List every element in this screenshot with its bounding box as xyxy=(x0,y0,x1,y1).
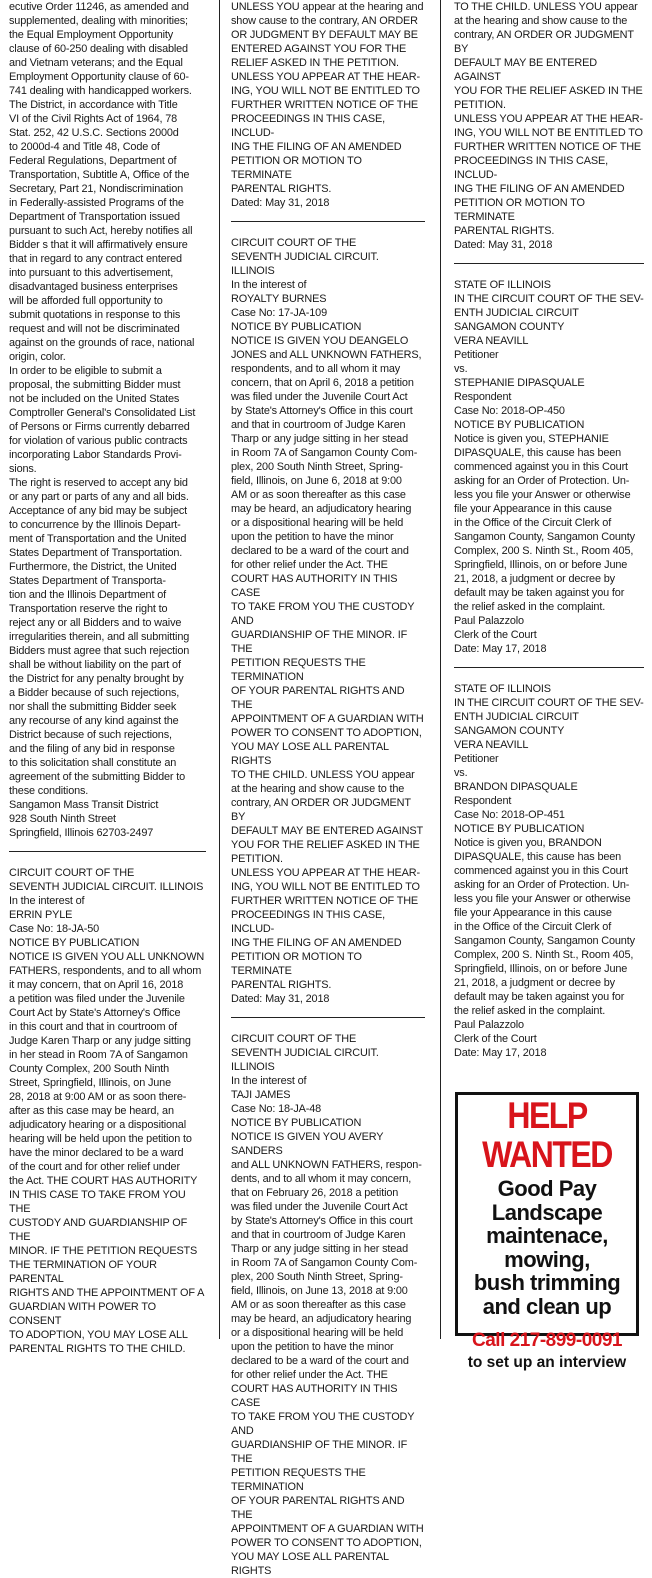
column-2 xyxy=(231,0,425,1577)
notice-continuation: UNLESS YOU appear at the hearing and show cause to the contrary, AN ORDER OR JUDGMENT BY DEFAULT MAY BE ENTERED AGAINST YOU FOR THE RELIEF ASKED IN THE PETITION. UNLESS YOU APPEAR AT THE HEAR- ING, YOU WILL NOT BE ENTITLED TO FURTHER WRITTEN NOTICE OF THE PROCEEDINGS IN THIS CASE, INCLUD- ING THE FILING OF AN AMENDED PETITION OR MOTION TO TERMINATE PARENTAL RIGHTS. Dated: May 31, 2018 xyxy=(231,1,424,209)
column-divider xyxy=(440,0,441,1339)
notice-separator xyxy=(454,667,644,668)
notice-separator xyxy=(9,851,206,852)
notice-separator xyxy=(231,1017,425,1018)
help-wanted-phone: Call 217-899-0091 xyxy=(472,1330,622,1351)
stephanie-dipasquale-notice: STATE OF ILLINOIS IN THE CIRCUIT COURT OF THE SEV- ENTH JUDICIAL CIRCUIT SANGAMON COUNTY VERA NEAVILL Petitioner vs. STEPHANIE DIPASQUALE Respondent Case No: 2018-OP-450 NOTICE BY PUBLICATION Notice is given you, STEPHANIE DIPASQUALE, this cause has been commenced against you in this Court asking for an Order of Protection. Un- less you file your Answer or otherwise file your Appearance in this cause in the Office of the Circuit Clerk of Sangamon County, Sangamon County Complex, 200 S. Ninth St., Room 405, Springfield, Illinois, on or before June 21, 2018, a judgment or decree by default may be taken against you for the relief asked in the complaint. Paul Palazzolo Clerk of the Court Date: May 17, 2018 xyxy=(454,279,644,655)
brandon-dipasquale-notice: STATE OF ILLINOIS IN THE CIRCUIT COURT OF THE SEV- ENTH JUDICIAL CIRCUIT SANGAMON COUNTY VERA NEAVILL Petitioner vs. BRANDON DIPASQUALE Respondent Case No: 2018-OP-451 NOTICE BY PUBLICATION Notice is given you, BRANDON DIPASQUALE, this cause has been commenced against you in this Court asking for an Order of Protection. Un- less you file your Answer or otherwise file your Appearance in this cause in the Office of the Circuit Clerk of Sangamon County, Sangamon County Complex, 200 S. Ninth St., Room 405, Springfield, Illinois, on or before June 21, 2018, a judgment or decree by default may be taken against you for the relief asked in the complaint. Paul Palazzolo Clerk of the Court Date: May 17, 2018 xyxy=(454,683,644,1059)
taji-james-court-notice: CIRCUIT COURT OF THE SEVENTH JUDICIAL CIRCUIT. ILLINOIS In the interest of TAJI JAMES Case No: 18-JA-48 NOTICE BY PUBLICATION NOTICE IS GIVEN YOU AVERY SANDERS and ALL UNKNOWN FATHERS, respon- dents, and to all whom it may concern, that on February 26, 2018 a petition was filed under the Juvenile Court Act by State's Attorney's Office in this court and that in courtroom of Judge Karen Tharp or any judge sitting in her stead in Room 7A of Sangamon County Com- plex, 200 South Ninth Street, Spring- field, Illinois, on June 13, 2018 at 9:00 AM or as soon thereafter as this case may be heard, an adjudicatory hearing or a dispositional hearing will be held upon the petition to have the minor declared to be a ward of the court and for other relief under the Act. THE COURT HAS AUTHORITY IN THIS CASE TO TAKE FROM YOU THE CUSTODY AND GUARDIANSHIP OF THE MINOR. IF THE PETITION REQUESTS THE TERMINATION OF YOUR PARENTAL RIGHTS AND THE APPOINTMENT OF A GUARDIAN WITH POWER TO CONSENT TO ADOPTION, YOU MAY LOSE ALL PARENTAL RIGHTS xyxy=(231,1033,424,1577)
notice-separator xyxy=(231,221,425,222)
errin-pyle-court-notice: CIRCUIT COURT OF THE SEVENTH JUDICIAL CIRCUIT. ILLINOIS In the interest of ERRIN PYLE Case No: 18-JA-50 NOTICE BY PUBLICATION NOTICE IS GIVEN YOU ALL UNKNOWN FATHERS, respondents, and to all whom it may concern, that on April 16, 2018 a petition was filed under the Juvenile Court Act by State's Attorney's Office in this court and that in courtroom of Judge Karen Tharp or any judge sitting in her stead in Room 7A of Sangamon County Complex, 200 South Ninth Street, Springfield, Illinois, on June 28, 2018 at 9:00 AM or as soon there- after as this case may be heard, an adjudicatory hearing or a dispositional hearing will be held upon the petition to have the minor declared to be a ward of the court and for other relief under the Act. THE COURT HAS AUTHORITY IN THIS CASE TO TAKE FROM YOU THE CUSTODY AND GUARDIANSHIP OF THE MINOR. IF THE PETITION REQUESTS THE TERMINATION OF YOUR PARENTAL RIGHTS AND THE APPOINTMENT OF A GUARDIAN WITH POWER TO CONSENT TO ADOPTION, YOU MAY LOSE ALL PARENTAL RIGHTS TO THE CHILD. xyxy=(9,867,205,1355)
notice-separator xyxy=(454,263,644,264)
help-wanted-ad xyxy=(455,1092,639,1371)
column-1 xyxy=(9,0,206,1355)
column-divider xyxy=(219,0,220,1339)
taji-james-notice-continuation: TO THE CHILD. UNLESS YOU appear at the hearing and show cause to the contrary, AN ORDER OR JUDGMENT BY DEFAULT MAY BE ENTERED AGAINST YOU FOR THE RELIEF ASKED IN THE PETITION. UNLESS YOU APPEAR AT THE HEAR- ING, YOU WILL NOT BE ENTITLED TO FURTHER WRITTEN NOTICE OF THE PROCEEDINGS IN THIS CASE, INCLUD- ING THE FILING OF AN AMENDED PETITION OR MOTION TO TERMINATE PARENTAL RIGHTS. Dated: May 31, 2018 xyxy=(454,1,643,251)
help-wanted-cta: to set up an interview xyxy=(467,1354,627,1371)
help-wanted-body: Good Pay Landscape maintenace, mowing, bush trimming and clean up xyxy=(473,1176,621,1319)
transit-district-bid-notice: ecutive Order 11246, as amended and supplemented, dealing with minorities; the Equal Employment Opportunity clause of 60-250 dealing with disabled and Vietnam veterans; and the Equal Employment Opportunity clause of 60- 741 dealing with handicapped workers. The District, in accordance with Title VI of the Civil Rights Act of 1964, 78 Stat. 252, 42 U.S.C. Sections 2000d to 2000d-4 and Title 48, Code of Federal Regulations, Department of Transportation, Subtitle A, Office of the Secretary, Part 21, Nondiscrimination in Federally-assisted Programs of the Department of Transportation issued pursuant to such Act, hereby notifies all Bidder s that it will affirmatively ensure that in regard to any contract entered into pursuant to this advertisement, disadvantaged business enterprises will be afforded full opportunity to submit quotations in response to this request and will not be discriminated against on the grounds of race, national origin, color. In order to be eligible to submit a proposal, the submitting Bidder must not be included on the United States Comptroller General's Consolidated List of Persons or Firms currently debarred for violation of various public contracts incorporating Labor Standards Provi- sions. The right is reserved to accept any bid or any part or parts of any and all bids. Acceptance of any bid may be subject to concurrence by the Illinois Depart- ment of Transportation and the United States Department of Transportation. Furthermore, the District, the United States Department of Transporta- tion and the Illinois Department of Transportation reserve the right to reject any or all Bidders and to waive irregularities therein, and all submitting Bidders must agree that such rejection shall be without liability on the part of the District for any penalty brought by a Bidder because of such rejections, nor shall the submitting Bidder seek any recourse of any kind against the District because of such rejections, and the filing of any bid in response to this solicitation shall constitute an agreement of the submitting Bidder to these conditions. Sangamon Mass Transit District 928 South Ninth Street Springfield, Illinois 62703-2497 xyxy=(9,1,196,839)
royalty-burnes-court-notice: CIRCUIT COURT OF THE SEVENTH JUDICIAL CIRCUIT. ILLINOIS In the interest of ROYALTY BURNES Case No: 17-JA-109 NOTICE BY PUBLICATION NOTICE IS GIVEN YOU DEANGELO JONES and ALL UNKNOWN FATHERS, respondents, and to all whom it may concern, that on April 6, 2018 a petition was filed under the Juvenile Court Act by State's Attorney's Office in this court and that in courtroom of Judge Karen Tharp or any judge sitting in her stead in Room 7A of Sangamon County Com- plex, 200 South Ninth Street, Spring- field, Illinois, on June 6, 2018 at 9:00 AM or as soon thereafter as this case may be heard, an adjudicatory hearing or a dispositional hearing will be held upon the petition to have the minor declared to be a ward of the court and for other relief under the Act. THE COURT HAS AUTHORITY IN THIS CASE TO TAKE FROM YOU THE CUSTODY AND GUARDIANSHIP OF THE MINOR. IF THE PETITION REQUESTS THE TERMINATION OF YOUR PARENTAL RIGHTS AND THE APPOINTMENT OF A GUARDIAN WITH POWER TO CONSENT TO ADOPTION, YOU MAY LOSE ALL PARENTAL RIGHTS TO THE CHILD. UNLESS YOU appear at the hearing and show cause to the contrary, AN ORDER OR JUDGMENT BY DEFAULT MAY BE ENTERED AGAINST YOU FOR THE RELIEF ASKED IN THE PETITION. UNLESS YOU APPEAR AT THE HEAR- ING, YOU WILL NOT BE ENTITLED TO FURTHER WRITTEN NOTICE OF THE PROCEEDINGS IN THIS CASE, INCLUD- ING THE FILING OF AN AMENDED PETITION OR MOTION TO TERMINATE PARENTAL RIGHTS. Dated: May 31, 2018 xyxy=(231,237,424,1005)
help-wanted-headline: HELP WANTED xyxy=(482,1094,612,1176)
